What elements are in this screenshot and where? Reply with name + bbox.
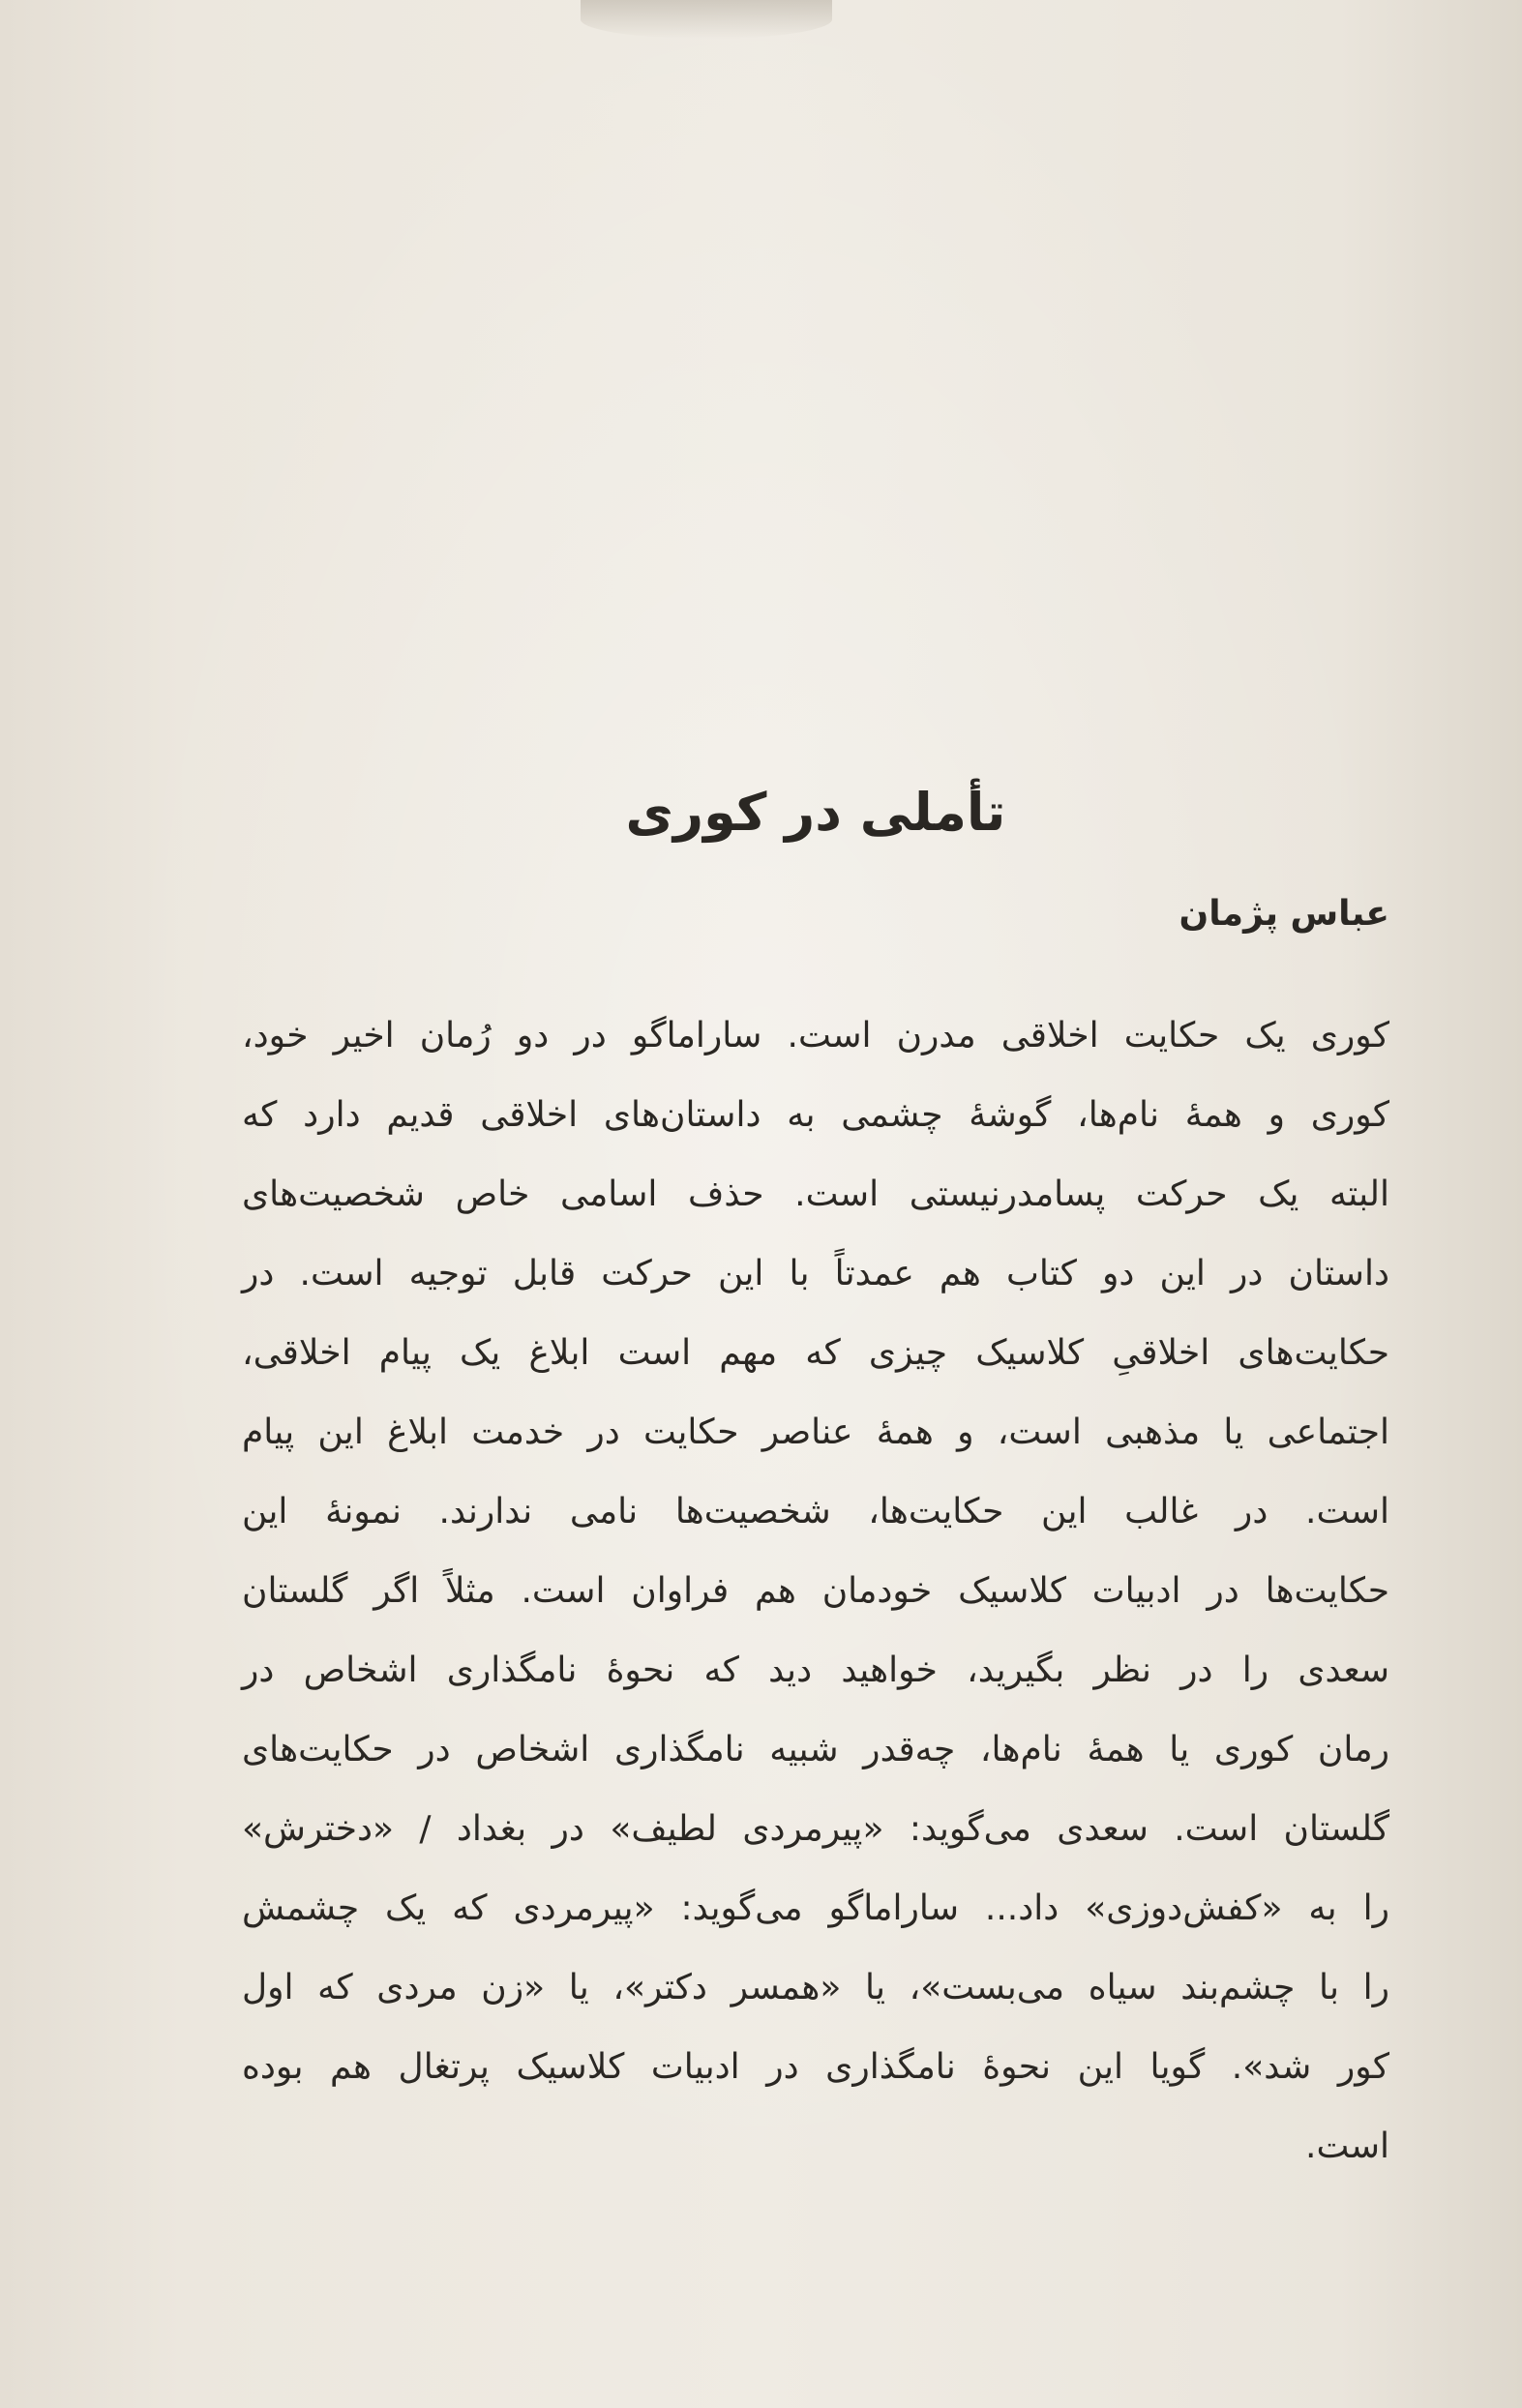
article bbox=[242, 755, 1389, 2186]
body-line: کوری یک حکایت اخلاقی مدرن است. ساراماگو در دو رُمان اخیر خود، bbox=[242, 1016, 1389, 1055]
body-line: حکایت‌ها در ادبیات کلاسیک خودمان هم فراوان است. مثلاً اگر گلستان bbox=[242, 1571, 1389, 1611]
body-line: کوری و همهٔ نام‌ها، گوشهٔ چشمی به داستان‌های اخلاقی قدیم دارد که bbox=[242, 1095, 1389, 1135]
article-body bbox=[242, 996, 1389, 2186]
article-author: عباس پژمان bbox=[1179, 894, 1389, 934]
body-line: را با چشم‌بند سیاه می‌بست»، یا «همسر دکتر»، یا «زن مردی که اول bbox=[242, 1968, 1389, 2007]
body-line: داستان در این دو کتاب هم عمدتاً با این حرکت قابل توجیه است. در bbox=[242, 1254, 1389, 1293]
body-line: را به «کفش‌دوزی» داد... ساراماگو می‌گوید: «پیرمردی که یک چشمش bbox=[242, 1888, 1389, 1928]
body-line: اجتماعی یا مذهبی است، و همهٔ عناصر حکایت در خدمت ابلاغ این پیام bbox=[242, 1412, 1389, 1452]
body-line: کور شد». گویا این نحوهٔ نامگذاری در ادبیات کلاسیک پرتغال هم بوده bbox=[242, 2047, 1389, 2087]
body-line: رمان کوری یا همهٔ نام‌ها، چه‌قدر شبیه نامگذاری اشخاص در حکایت‌های bbox=[242, 1730, 1389, 1769]
article-title: تأملی در کوری bbox=[625, 782, 1006, 843]
body-line: گلستان است. سعدی می‌گوید: «پیرمردی لطیف» در بغداد / «دخترش» bbox=[242, 1809, 1389, 1849]
body-line: سعدی را در نظر بگیرید، خواهید دید که نحوهٔ نامگذاری اشخاص در bbox=[242, 1650, 1389, 1690]
page-fold-shadow bbox=[581, 0, 832, 39]
body-line: حکایت‌های اخلاقیِ کلاسیک چیزی که مهم است ابلاغ یک پیام اخلاقی، bbox=[242, 1333, 1389, 1373]
body-line: است. در غالب این حکایت‌ها، شخصیت‌ها نامی ندارند. نمونهٔ این bbox=[242, 1492, 1389, 1531]
body-line: است. bbox=[1305, 2126, 1389, 2166]
body-line: البته یک حرکت پسامدرنیستی است. حذف اسامی خاص شخصیت‌های bbox=[242, 1174, 1389, 1214]
